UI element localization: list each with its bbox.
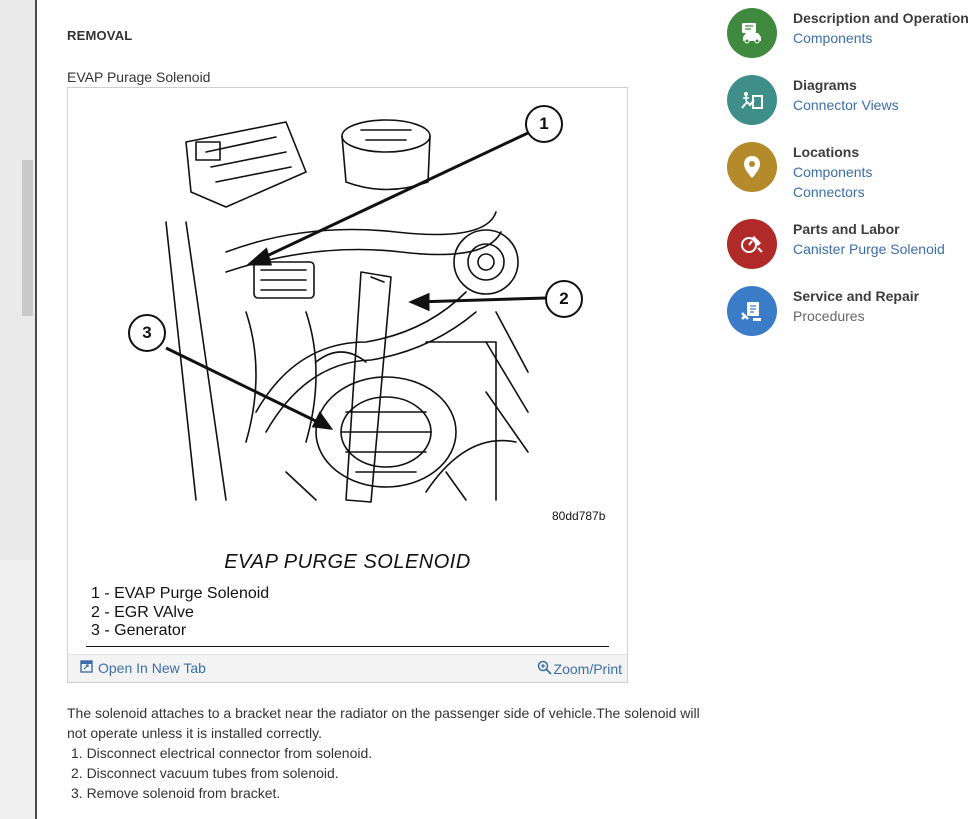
procedure-step: 1. Disconnect electrical connector from solenoid. <box>71 745 373 761</box>
section-heading: REMOVAL <box>67 28 133 43</box>
open-new-tab-icon <box>80 660 93 676</box>
procedure-step: 3. Remove solenoid from bracket. <box>71 785 281 801</box>
sidebar-link-connector-views[interactable]: Connector Views <box>793 97 899 113</box>
service-repair-icon <box>727 286 777 336</box>
callout-1: 1 <box>525 105 563 143</box>
diagram-icon <box>727 75 777 125</box>
figure-caption: EVAP Purage Solenoid <box>67 69 211 85</box>
figure-footer <box>68 654 627 682</box>
procedure-paragraph: The solenoid attaches to a bracket near the radiator on the passenger side of vehicle.The solenoid will not operate unless it is installed correctly. <box>67 705 700 741</box>
car-description-icon <box>727 8 777 58</box>
sidebar-item-title: Description and Operation <box>793 10 969 26</box>
open-in-new-tab-link[interactable] <box>80 660 206 676</box>
legend-divider <box>86 646 609 647</box>
parts-labor-icon <box>727 219 777 269</box>
sidebar-link-connectors[interactable]: Connectors <box>793 184 865 200</box>
zoom-print-label: Zoom/Print <box>553 661 622 677</box>
location-pin-icon <box>727 142 777 192</box>
procedure-step: 2. Disconnect vacuum tubes from solenoid. <box>71 765 339 781</box>
legend-item: 1 - EVAP Purge Solenoid <box>91 585 270 602</box>
sidebar-text-procedures: Procedures <box>793 308 865 324</box>
figure-legend <box>91 585 269 641</box>
legend-item: 3 - Generator <box>91 622 187 639</box>
figure-container <box>67 87 628 683</box>
engine-illustration <box>166 112 528 500</box>
left-gutter <box>0 0 37 819</box>
sidebar-item-title: Locations <box>793 144 860 160</box>
sidebar-link-components[interactable]: Components <box>793 30 873 46</box>
callout-3: 3 <box>128 314 166 352</box>
sidebar-item-title: Parts and Labor <box>793 221 900 237</box>
zoom-print-link[interactable] <box>537 660 622 678</box>
legend-item: 2 - EGR VAlve <box>91 603 194 621</box>
sidebar-link-components[interactable]: Components <box>793 164 873 180</box>
callout-2: 2 <box>545 280 583 318</box>
panel-divider[interactable] <box>35 0 37 819</box>
procedure-steps <box>71 743 372 803</box>
sidebar-item-title: Service and Repair <box>793 288 920 304</box>
open-in-new-tab-label: Open In New Tab <box>98 660 206 676</box>
drawing-id: 80dd787b <box>552 509 606 523</box>
sidebar-item-title: Diagrams <box>793 77 857 93</box>
drawing-title: EVAP PURGE SOLENOID <box>224 551 471 573</box>
zoom-icon <box>537 660 552 678</box>
scrollbar-thumb[interactable] <box>22 160 33 316</box>
sidebar-link-canister-purge[interactable]: Canister Purge Solenoid <box>793 241 945 257</box>
